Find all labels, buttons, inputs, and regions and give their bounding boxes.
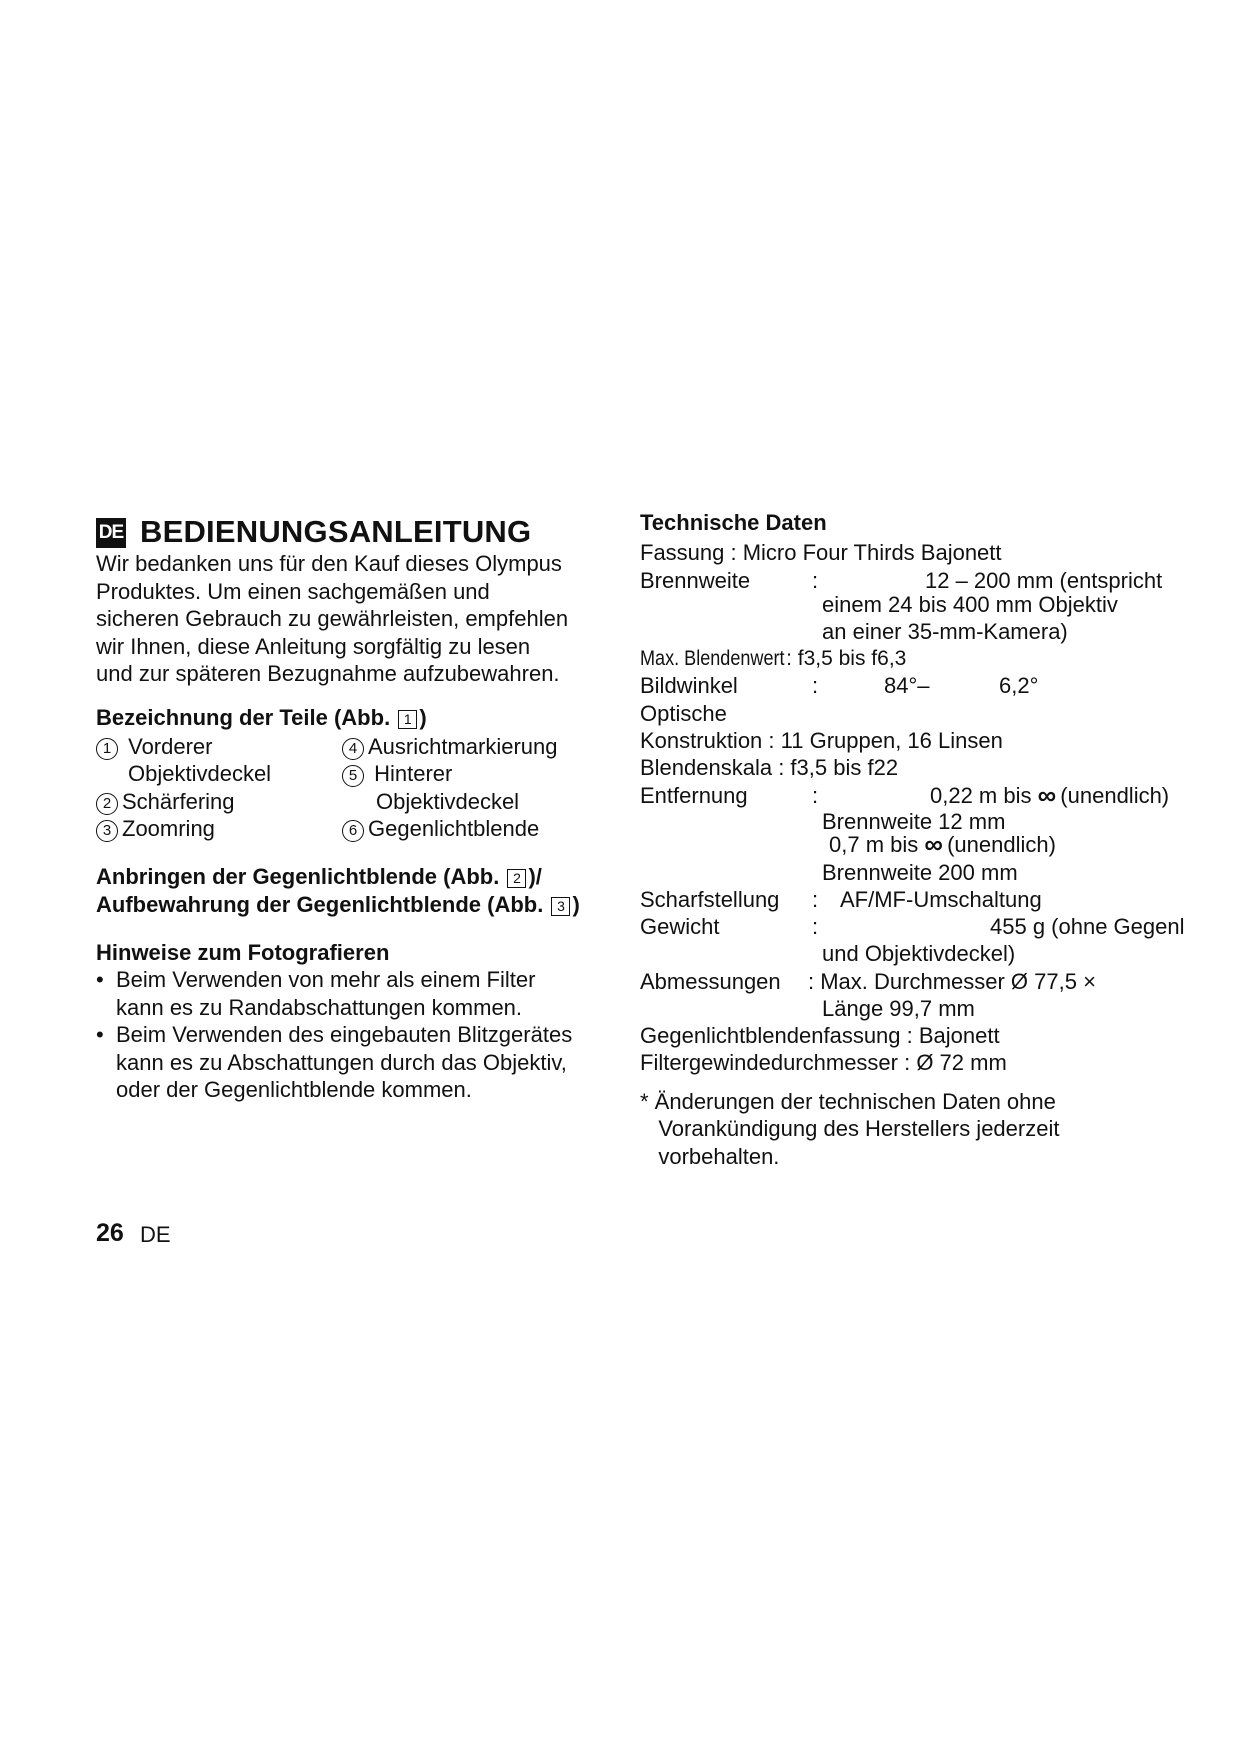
tips-heading: Hinweise zum Fotografieren [96,940,390,965]
circled-number-6: 6 [342,820,364,842]
spec-gegen: Gegenlichtblendenfassung : Bajonett [640,1023,1000,1048]
hood-heading-1-text: Anbringen der Gegenlichtblende (Abb. [96,864,500,889]
part-item-4 [342,733,558,760]
circled-number-2: 2 [96,793,118,815]
spec-scharf-value: AF/MF-Umschaltung [840,887,1042,912]
spec-entfernung-c2 [829,831,1056,858]
spec-entfernung-colon: : [812,783,819,808]
circled-number-3: 3 [96,820,118,842]
tip-bullet-2: • [96,1022,104,1047]
spec-brennweite-colon: : [812,568,819,593]
spec-abm-label: Abmessungen [640,969,781,994]
part-item-6 [342,815,539,842]
hood-heading-2-text: Aufbewahrung der Gegenlichtblende (Abb. [96,892,544,917]
part-label-2: Schärfering [122,789,235,814]
spec-abm-cont: Länge 99,7 mm [822,996,975,1021]
infinity-icon: ∞ [924,829,941,859]
circled-number-5: 5 [342,765,364,787]
spec-abm-value: : Max. Durchmesser Ø 77,5 × [808,969,1096,994]
parts-heading [96,704,427,732]
tip-bullet-1: • [96,967,104,992]
spec-fassung: Fassung : Micro Four Thirds Bajonett [640,540,1002,565]
specs-heading: Technische Daten [640,510,827,535]
spec-blende [640,645,906,672]
circled-number-1: 1 [96,738,118,760]
part-label-1: Vorderer [122,734,213,759]
page-number: 26 [96,1219,124,1247]
part-label-6: Gegenlichtblende [368,816,540,841]
part-item-3 [96,815,215,842]
spec-entfernung-v1b: (unendlich) [1060,783,1170,808]
spec-brennweite-value: 12 – 200 mm (entspricht [925,568,1163,593]
page-language: DE [140,1222,171,1247]
figure-ref-2: 2 [507,869,526,888]
spec-bildwinkel-colon: : [812,673,819,698]
hood-heading-2 [96,891,580,918]
spec-gewicht-colon: : [812,914,819,939]
spec-gewicht-label: Gewicht [640,914,720,939]
part-item-1-cont: Objektivdeckel [128,761,272,786]
spec-entfernung-c1: Brennweite 12 mm [822,809,1006,834]
part-label-5: Hinterer [368,761,453,786]
spec-entfernung-v1: 0,22 m bis [930,783,1032,808]
spec-blende-label: Max. Blendenwert [640,647,785,670]
spec-bildwinkel-v1: 84°– [884,673,930,698]
part-item-5-cont: Objektivdeckel [376,789,520,814]
circled-number-4: 4 [342,738,364,760]
spec-note: * Änderungen der technischen Daten ohne Vorankündigung des Herstellers jederzeit vorbehalten. [640,1089,1060,1169]
spec-entfernung-c2b: (unendlich) [947,832,1056,857]
spec-gewicht-value: 455 g (ohne Gegenl [990,914,1185,939]
spec-blende-value: : f3,5 bis f6,3 [786,647,907,670]
part-item-2 [96,788,235,815]
hood-heading-1-close: )/ [528,864,542,889]
spec-filter: Filtergewindedurchmesser : Ø 72 mm [640,1050,1007,1075]
spec-konstruktion: Konstruktion : 11 Gruppen, 16 Linsen [640,728,1003,753]
spec-entfernung-value [930,782,1169,809]
intro-paragraph: Wir bedanken uns für den Kauf dieses Olympus Produktes. Um einen sachgemäßen und sicheren Gebrauch zu gewährleisten, empfehlen wir Ihnen, diese Anleitung sorgfältig zu lesen und zur späteren Bezugnahme aufzubewahren. [96,551,569,687]
parts-heading-close: ) [419,705,427,730]
spec-bildwinkel-v2: 6,2° [999,673,1039,698]
parts-heading-text: Bezeichnung der Teile (Abb. [96,705,391,730]
part-item-5 [342,760,452,787]
tip-item-1: Beim Verwenden von mehr als einem Filter kann es zu Randabschattungen kommen. [116,967,536,1020]
figure-ref-1: 1 [398,710,417,729]
spec-brennweite-cont1: einem 24 bis 400 mm Objektiv [822,592,1118,617]
page-title: BEDIENUNGSANLEITUNG [140,514,532,549]
part-label-4: Ausrichtmarkierung [368,734,558,759]
tip-item-2: Beim Verwenden des eingebauten Blitzgerätes kann es zu Abschattungen durch das Objektiv, oder der Gegenlichtblende kommen. [116,1022,573,1103]
part-item-1 [96,733,213,760]
spec-brennweite-cont2: an einer 35-mm-Kamera) [822,619,1068,644]
hood-heading-1 [96,863,542,890]
figure-ref-3: 3 [551,897,570,916]
spec-blendenskala: Blendenskala : f3,5 bis f22 [640,755,899,780]
infinity-icon: ∞ [1037,780,1055,810]
spec-scharf-label: Scharfstellung [640,887,780,912]
spec-entfernung-c2a: 0,7 m bis [829,832,919,857]
spec-optische: Optische [640,701,727,726]
spec-entfernung-c3: Brennweite 200 mm [822,860,1018,885]
spec-brennweite-label: Brennweite [640,568,751,593]
language-badge: DE [96,518,126,548]
part-label-3: Zoomring [122,816,215,841]
spec-bildwinkel-label: Bildwinkel [640,673,738,698]
spec-gewicht-cont: und Objektivdeckel) [822,941,1016,966]
spec-scharf-colon: : [812,887,819,912]
spec-entfernung-label: Entfernung [640,783,748,808]
hood-heading-2-close: ) [572,892,580,917]
